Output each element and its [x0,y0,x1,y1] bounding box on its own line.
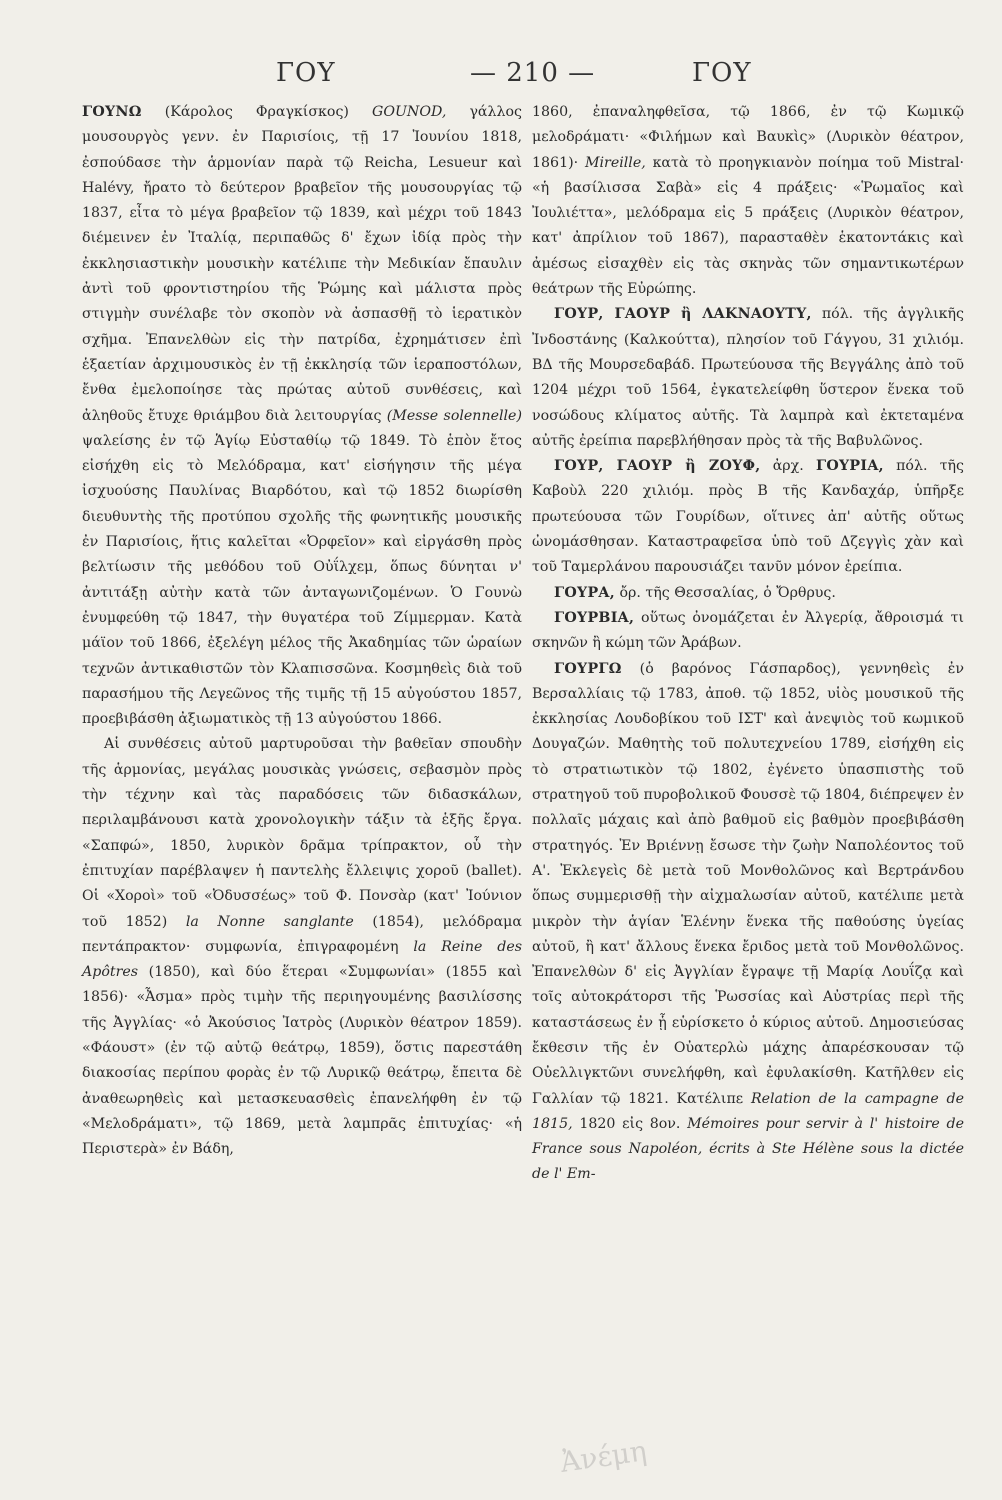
entry-text: ψαλείσης ἐν τῷ Ἁγίῳ Εὐσταθίῳ τῷ 1849. Τὸ ἑπὸν ἔτος εἰσήχθη εἰς τὸ Μελόδραμα, κατ' εἰσήγησιν τῆς μέγα ἰσχυούσης Παυλίνας Βιαρδότου, καὶ τῷ 1852 διωρίσθη διευθυντὴς τῆς προτύπου σχολῆς τῆς φωνητικῆς μουσικῆς ἐν Παρισίοις, ἥτις καλεῖται «Ὀρφεῖον» καὶ εἰργάσθη πρὸς βελτίωσιν τῆς μεθόδου τοῦ Οὐΐλχεμ, ὅπως δύνηται ν' ἀντιτάξῃ αὐτὴν κατὰ τῶν ἀνταγωνιζομένων. Ὁ Γουνὼ ἐνυμφεύθη τῷ 1847, τὴν θυγατέρα τοῦ Ζίμμερμαν. Κατὰ μάϊον τοῦ 1866, ἐξελέγη μέλος τῆς Ἀκαδημίας τῶν ὡραίων τεχνῶν ἀντικαθιστῶν τὸν Κλαπισσῶνα. Κοσμηθεὶς διὰ τοῦ παρασήμου τῆς Λεγεῶνος τῆς τιμῆς τῇ 15 αὐγούστου 1857, προεβιβάσθη ἀξιωματικὸς τῇ 13 αὐγούστου 1866. [82,432,522,728]
entry-lemma: ΓΟΥΝΩ [82,104,142,120]
entry-head-latin: GOUNOD, [372,104,447,120]
watermark: Ἀνέμη [558,1434,649,1479]
entry-continuation [532,100,964,302]
paragraph-text: κατὰ τὸ προηγκιανὸν ποίημα τοῦ Mistral· «ἡ βασίλισσα Σαβὰ» εἰς 4 πράξεις· «Ῥωμαῖος καὶ Ἰουλιέττα», μελόδραμα εἰς 5 πράξεις (Λυρικὸν θέατρον, κατ' ἀπρίλιον τοῦ 1867), παρασταθὲν ἑκατοντάκις καὶ ἀμέσως εἰσαχθὲν εἰς τὰς σκηνὰς τῶν σημαντικωτέρων θεάτρων τῆς Εὐρώπης. [532,154,964,298]
entry-lemma: ΓΟΥΡΒΙΑ, [554,609,635,626]
header-right-keyword: ΓΟΥ [692,58,752,88]
paragraph-text: 1860, ἐπαναληφθεῖσα, τῷ 1866, ἐν τῷ Κωμικῷ μελοδράματι· «Φιλήμων καὶ Βαυκὶς» (Λυρικὸν θέατρον, 1861)· [532,104,964,171]
right-column [532,100,964,1188]
entry-lemma: ΓΟΥΡΓΩ [554,660,622,677]
entry-lemma: ΓΟΥΡΑ, [554,584,615,601]
entry-text: πόλ. τῆς Καβοὺλ 220 χιλιόμ. πρὸς Β τῆς Κανδαχάρ, ὑπῆρξε πρωτεύουσα τῶν Γουρίδων, οἵτινες ἀπ' αὐτῆς οὕτως ὠνομάσθησαν. Καταστραφεῖσα ὑπὸ τοῦ Δζεγγὶς χὰν καὶ τοῦ Ταμερλάνου παρουσιάζει τανῦν μόνον ἐρείπια. [532,458,964,576]
work-title: la Nonne sanglante [185,913,354,930]
paragraph-works [82,732,522,1162]
work-title: Mémoires pour servir à l' histoire de France sous Napoléon, écrits à Ste Hélène sous la dictée de l' Em- [532,1115,964,1183]
entry-head: (Κάρολος Φραγκίσκος) [141,104,373,120]
work-title: Relation de la campagne de 1815, [532,1090,965,1132]
entry-gourgo [532,657,964,1188]
entry-lemma: ΓΟΥΡ, ΓΑΟΥΡ ἢ ΖΟΥΦ, [554,458,761,475]
entry-text: γάλλος μουσουργὸς γενν. ἐν Παρισίοις, τῇ 17 Ἰουνίου 1818, ἐσπούδασε τὴν ἁρμονίαν παρὰ τῷ Reicha, Lesueur καὶ Halévy, ἤρατο τὸ δεύτερον βραβεῖον τῆς μουσουργίας τῷ 1837, εἶτα τὸ μέγα βραβεῖον τῷ 1839, καὶ μέχρι τοῦ 1843 διέμεινεν ἐν Ἰταλίᾳ, περιπαθῶς δ' ἔχων ἰδίᾳ πρὸς τὴν ἐκκλησιαστικὴν μουσικὴν κατέλιπε τὴν Μεδικίαν ἔπαυλιν ἀντὶ τοῦ φροντιστηρίου τῆς Ῥώμης καὶ μάλιστα πρὸς στιγμὴν συνέλαβε τὸν σκοπὸν νὰ ἀσπασθῇ τὸ ἱερατικὸν σχῆμα. Ἐπανελθὼν εἰς τὴν πατρίδα, ἐχρημάτισεν ἐπὶ ἑξαετίαν ἀρχιμουσικὸς ἐν τῇ ἐκκλησίᾳ τῶν ἱεραποστόλων, ἔνθα ἐμελοποίησε τὰς πρώτας αὐτοῦ συνθέσεις, καὶ ἀληθοῦς ἔτυχε θριάμβου διὰ λειτουργίας [82,104,522,424]
entry-text: 1820 εἰς 8ον. [572,1115,688,1132]
work-title: la Reine des Apôtres [82,938,522,981]
work-title: Mireille, [584,154,646,171]
left-column [82,100,522,1162]
entry-text: πόλ. τῆς ἀγγλικῆς Ἰνδοστάνης (Καλκούττα), πλησίον τοῦ Γάγγου, 31 χιλιόμ. ΒΔ τῆς Μουρσεδαβάδ. Πρωτεύουσα τῆς Βεγγάλης ἀπὸ τοῦ 1204 μέχρι τοῦ 1564, ἐγκατελείφθη ὕστερον ἕνεκα τοῦ νοσώδους κλίματος αὐτῆς. Τὰ λαμπρὰ καὶ ἐκτεταμένα αὐτῆς ἐρείπια παρεβλήθησαν πρὸς τὰ τῆς Βαβυλῶνος. [532,306,964,449]
paragraph-text: (1850), καὶ δύο ἕτεραι «Συμφωνίαι» (1855 καὶ 1856)· «Ἆσμα» πρὸς τιμὴν τῆς περιηγουμένης βασιλίσσης τῆς Ἀγγλίας· «ὁ Ἀκούσιος Ἰατρὸς (Λυρικὸν θέατρον 1859). «Φάουστ» (ἐν τῷ αὐτῷ θεάτρῳ, 1859), ὅστις παρεστάθη διακοσίας περίπου φορὰς ἐν τῷ Λυρικῷ θεάτρῳ, ἔπειτα δὲ ἀναθεωρηθεὶς καὶ μετασκευασθεὶς ἐπανελήφθη ἐν τῷ «Μελοδράματι», τῷ 1869, μετὰ λαμπρᾶς ἐπιτυχίας· «ἡ Περιστερὰ» ἐν Βάδη, [82,964,522,1158]
header-left-keyword: ΓΟΥ [276,58,336,88]
entry-text: οὕτως ὀνομάζεται ἐν Ἀλγερίᾳ, ἄθροισμά τι σκηνῶν ἢ κώμη τῶν Ἀράβων. [532,609,964,652]
paragraph-text: Αἱ συνθέσεις αὐτοῦ μαρτυροῦσαι τὴν βαθεῖαν σπουδὴν τῆς ἁρμονίας, μεγάλας μουσικὰς γνώσεις, σεβασμὸν πρὸς τὴν τέχνην καὶ τὰς παραδόσεις τῶν διδασκάλων, περιλαμβάνουσι κατὰ χρονολογικὴν τάξιν τὰ ἑξῆς ἔργα. «Σαπφώ», 1850, λυρικὸν δρᾶμα τρίπρακτον, οὗ τὴν ἐπιτυχίαν παρέβλαψεν ἡ παντελὴς ἔλλειψις χοροῦ (ballet). Οἱ «Χοροὶ» τοῦ «Ὀδυσσέως» τοῦ Φ. Πονσὰρ (κατ' Ἰούνιον τοῦ 1852) [82,736,522,930]
page-number: — 210 — [470,58,596,88]
work-title: (Messe solennelle) [386,407,522,424]
entry-text: ὄρ. τῆς Θεσσαλίας, ὁ Ὄρθρυς. [614,584,836,601]
entry-gour-zouf [532,454,964,580]
entry-gour [532,302,964,454]
entry-gounod [82,100,522,732]
entry-lemma-alt: ΓΟΥΡΙΑ, [815,458,884,475]
entry-gourbia [532,606,964,657]
page-header [0,58,1002,98]
entry-goura [532,581,964,606]
entry-lemma: ΓΟΥΡ, ΓΑΟΥΡ ἢ ΛΑΚΝΑΟΥΤΥ, [554,306,812,323]
paragraph-text: (1854), μελόδραμα πεντάπρακτον· συμφωνία, ἐπιγραφομένη [82,913,522,955]
entry-text: (ὁ βαρόνος Γάσπαρδος), γεννηθεὶς ἐν Βερσαλλίαις τῷ 1783, ἀποθ. τῷ 1852, υἱὸς μουσικοῦ τῆς ἐκκλησίας Λουδοβίκου τοῦ ΙΣΤ' καὶ ἀνεψιὸς τοῦ κωμικοῦ Δουγαζών. Μαθητὴς τοῦ πολυτεχνείου 1789, εἰσήχθη εἰς τὸ στρατιωτικὸν τῷ 1802, ἐγένετο ὑπασπιστὴς τοῦ στρατηγοῦ τοῦ πυροβολικοῦ Φουσσὲ τῷ 1804, διέπρεψεν ἐν πολλαῖς μάχαις καὶ ἀπὸ βαθμοῦ εἰς βαθμὸν προεβιβάσθη στρατηγός. Ἐν Βριέννῃ ἔσωσε τὴν ζωὴν Ναπολέοντος τοῦ Α'. Ἐκλεγεὶς δὲ μετὰ τοῦ Μονθολῶνος καὶ Βερτράνδου ὅπως συμμερισθῇ τὴν αἰχμαλωσίαν αὐτοῦ, κατέλιπε μετὰ μικρὸν τὴν ἁγίαν Ἑλένην ἕνεκα τῆς παθούσης ὑγείας αὐτοῦ, ἢ κατ' ἄλλους ἕνεκα ἔριδος μετὰ τοῦ Μονθολῶνος. Ἐπανελθὼν δ' εἰς Ἀγγλίαν ἔγραψε τῇ Μαρίᾳ Λουΐζᾳ καὶ τοῖς αὐτοκράτορσι τῆς Ῥωσσίας καὶ Αὐστρίας περὶ τῆς καταστάσεως ἐν ᾗ εὑρίσκετο ὁ κύριος αὐτοῦ. Δημοσιεύσας ἔκθεσιν τῆς ἐν Οὐατερλὼ μάχης ἀπαρέσκουσαν τῷ Οὐελλιγκτῶνι συνελήφθη, καὶ ἐφυλακίσθη. Κατῆλθεν εἰς Γαλλίαν τῷ 1821. Κατέλιπε [532,660,964,1107]
entry-text: ἀρχ. [760,458,816,475]
